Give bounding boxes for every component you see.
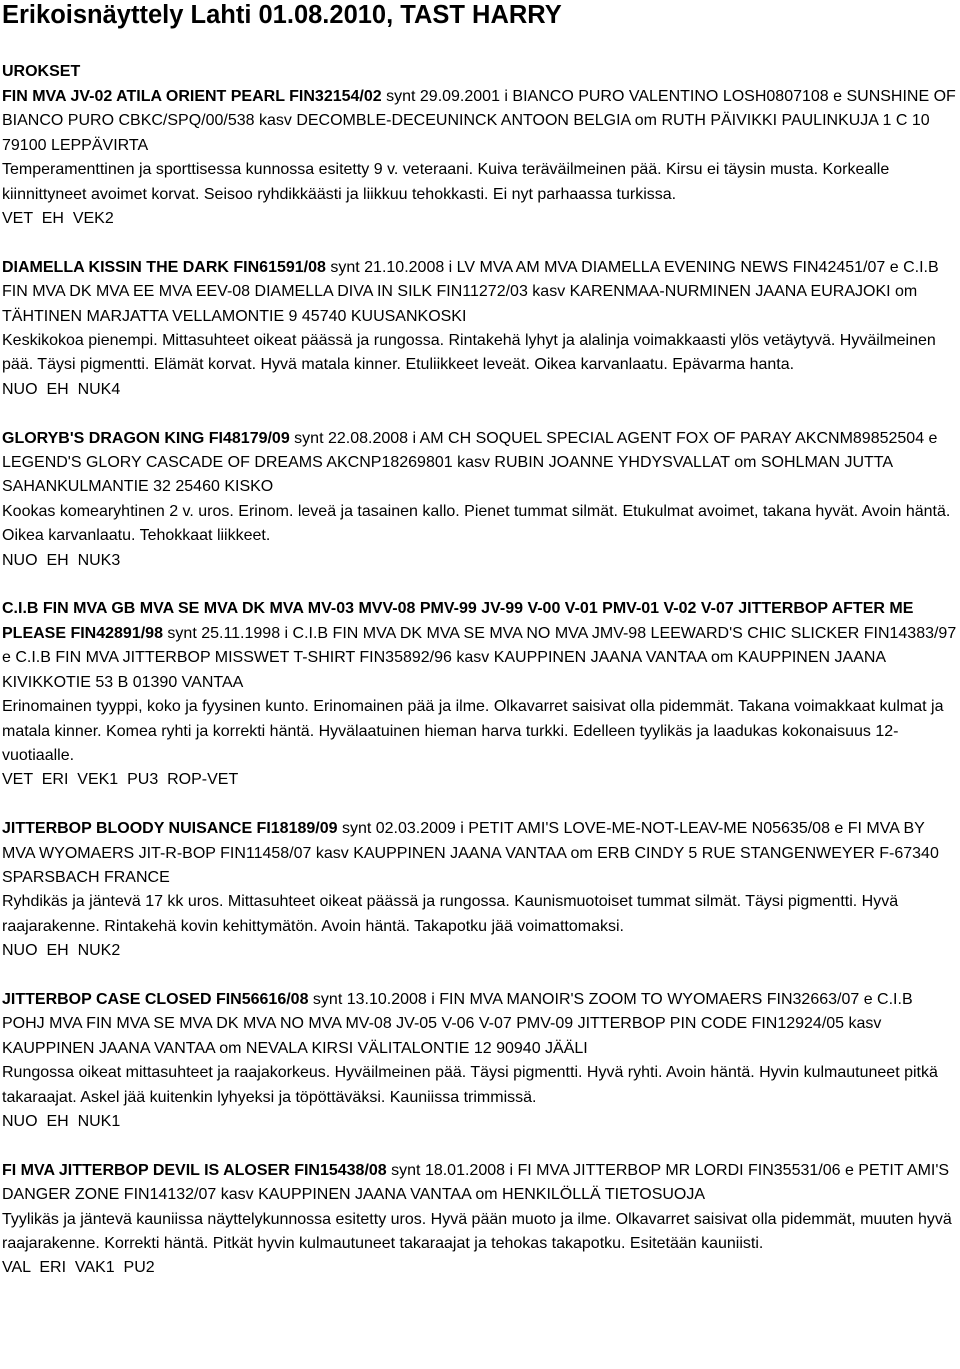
dog-result: VET EH VEK2	[2, 210, 114, 228]
dog-name: JITTERBOP BLOODY NUISANCE FI18189/09	[2, 820, 338, 838]
list-item	[2, 427, 957, 573]
dog-result: NUO EH NUK3	[2, 551, 121, 569]
dog-pedigree: synt 02.03.2009 i PETIT AMI'S LOVE-ME-NOT-LEAV-ME N05635/08 e FI MVA BY MVA WYOMAERS JIT-R-BOP FIN11458/07 kasv KAUPPINEN JAANA VANTAA om ERB CINDY 5 RUE STANGENWEYER F-67340 SPARSBACH FRANCE	[2, 820, 939, 886]
dog-name: DIAMELLA KISSIN THE DARK FIN61591/08	[2, 258, 326, 276]
dog-critique: Erinomainen tyyppi, koko ja fyysinen kunto. Erinomainen pää ja ilme. Olkavarret saisivat olla pidemmät. Takana voimakkaat kulmat ja matala kinner. Komea ryhti ja korrekti häntä. Hyvälaatuinen hieman harva turkki. Edelleen tyylikäs ja laadukas kokonaisuus 12-vuotiaalle.	[2, 698, 944, 764]
dog-pedigree: synt 25.11.1998 i C.I.B FIN MVA DK MVA SE MVA NO MVA JMV-98 LEEWARD'S CHIC SLICKER FIN14383/97 e C.I.B FIN MVA JITTERBOP MISSWET T-SHIRT FIN35892/96 kasv KAUPPINEN JAANA VANTAA om KAUPPINEN JAANA KIVIKKOTIE 53 B 01390 VANTAA	[2, 624, 957, 691]
dog-result: NUO EH NUK1	[2, 1112, 121, 1130]
dog-name: C.I.B FIN MVA GB MVA SE MVA DK MVA MV-03 MVV-08 PMV-99 JV-99 V-00 V-01 PMV-01 V-02 V-07 JITTERBOP AFTER ME PLEASE FIN42891/98	[2, 600, 914, 642]
list-item	[2, 85, 957, 231]
dog-critique: Rungossa oikeat mittasuhteet ja raajakorkeus. Hyväilmeinen pää. Täysi pigmentti. Hyvä ryhti. Avoin häntä. Hyvin kulmautuneet pitkä takaraajat. Askel jää kuitenkin lyhyeksi ja töpöttäväksi. Kauniissa trimmissä.	[2, 1064, 938, 1106]
dog-name: FI MVA JITTERBOP DEVIL IS ALOSER FIN15438/08	[2, 1161, 387, 1179]
dog-pedigree: synt 29.09.2001 i BIANCO PURO VALENTINO LOSH0807108 e SUNSHINE OF BIANCO PURO CBKC/SPQ/00/538 kasv DECOMBLE-DECEUNINCK ANTOON BELGIA om RUTH PÄIVIKKI PAULINKUJA 1 C 10 79100 LEPPÄVIRTA	[2, 88, 956, 154]
section-heading: UROKSET	[2, 63, 81, 80]
dog-result: NUO EH NUK4	[2, 380, 121, 398]
dog-pedigree: synt 13.10.2008 i FIN MVA MANOIR'S ZOOM TO WYOMAERS FIN32663/07 e C.I.B POHJ MVA FIN MVA SE MVA DK MVA NO MVA MV-08 JV-05 V-06 V-07 PMV-09 JITTERBOP PIN CODE FIN12924/05 kasv KAUPPINEN JAANA VANTAA om NEVALA KIRSI VÄLITALONTIE 12 90940 JÄÄLI	[2, 990, 913, 1057]
list-item	[2, 1159, 957, 1281]
dog-name: JITTERBOP CASE CLOSED FIN56616/08	[2, 990, 309, 1008]
dog-name: FIN MVA JV-02 ATILA ORIENT PEARL FIN32154/02	[2, 88, 382, 105]
list-item	[2, 817, 957, 963]
list-item	[2, 988, 957, 1134]
dog-critique: Temperamenttinen ja sporttisessa kunnossa esitetty 9 v. veteraani. Kuiva teräväilmeinen pää. Kirsu ei täysin musta. Korkealle kiinnittyneet avoimet korvat. Seisoo ryhdikkäästi ja liikkuu tehokkasti. Ei nyt parhaassa turkissa.	[2, 161, 890, 203]
page-title: Erikoisnäyttely Lahti 01.08.2010, TAST HARRY	[2, 1, 562, 29]
dog-critique: Tyylikäs ja jäntevä kauniissa näyttelykunnossa esitetty uros. Hyvä pään muoto ja ilme. Olkavarret saisivat olla pidemmät, muuten hyvä raajarakenne. Korrekti häntä. Pitkät hyvin kulmautuneet takaraajat ja tehokas takapotku. Esitetään kauniisti.	[2, 1210, 952, 1252]
dog-result: NUO EH NUK2	[2, 942, 121, 960]
dog-critique: Ryhdikäs ja jäntevä 17 kk uros. Mittasuhteet oikeat päässä ja rungossa. Kaunismuotoiset tummat silmät. Täysi pigmentti. Hyvä raajarakenne. Rintakehä kovin kehittymätön. Avoin häntä. Takapotku jää voimattomaksi.	[2, 893, 899, 935]
dog-pedigree: synt 21.10.2008 i LV MVA AM MVA DIAMELLA EVENING NEWS FIN42451/07 e C.I.B FIN MVA DK MVA EE MVA EEV-08 DIAMELLA DIVA IN SILK FIN11272/03 kasv KARENMAA-NURMINEN JAANA EURAJOKI om TÄHTINEN MARJATTA VELLAMONTIE 9 45740 KUUSANKOSKI	[2, 258, 939, 325]
dog-name: GLORYB'S DRAGON KING FI48179/09	[2, 429, 290, 447]
dog-critique: Kookas komearyhtinen 2 v. uros. Erinom. leveä ja tasainen kallo. Pienet tummat silmät. Etukulmat avoimet, takana hyvät. Avoin häntä. Oikea karvanlaatu. Tehokkaat liikkeet.	[2, 502, 951, 545]
list-item	[2, 256, 957, 402]
entry-list	[2, 85, 957, 1305]
dog-result: VAL ERI VAK1 PU2	[2, 1259, 155, 1277]
dog-pedigree: synt 18.01.2008 i FI MVA JITTERBOP MR LORDI FIN35531/06 e PETIT AMI'S DANGER ZONE FIN14132/07 kasv KAUPPINEN JAANA VANTAA om HENKILÖLLÄ TIETOSUOJA	[2, 1161, 950, 1204]
list-item	[2, 597, 957, 792]
dog-result: VET ERI VEK1 PU3 ROP-VET	[2, 771, 239, 789]
dog-critique: Keskikokoa pienempi. Mittasuhteet oikeat päässä ja rungossa. Rintakehä lyhyt ja alalinja voimakkaasti ylös vetäytyvä. Hyväilmeinen pää. Täysi pigmentti. Elämät korvat. Hyvä matala kinner. Etuliikkeet leveät. Oikea karvanlaatu. Epävarma hanta.	[2, 332, 936, 374]
dog-pedigree: synt 22.08.2008 i AM CH SOQUEL SPECIAL AGENT FOX OF PARAY AKCNM89852504 e LEGEND'S GLORY CASCADE OF DREAMS AKCNP18269801 kasv RUBIN JOANNE YHDYSVALLAT om SOHLMAN JUTTA SAHANKULMANTIE 32 25460 KISKO	[2, 429, 938, 496]
